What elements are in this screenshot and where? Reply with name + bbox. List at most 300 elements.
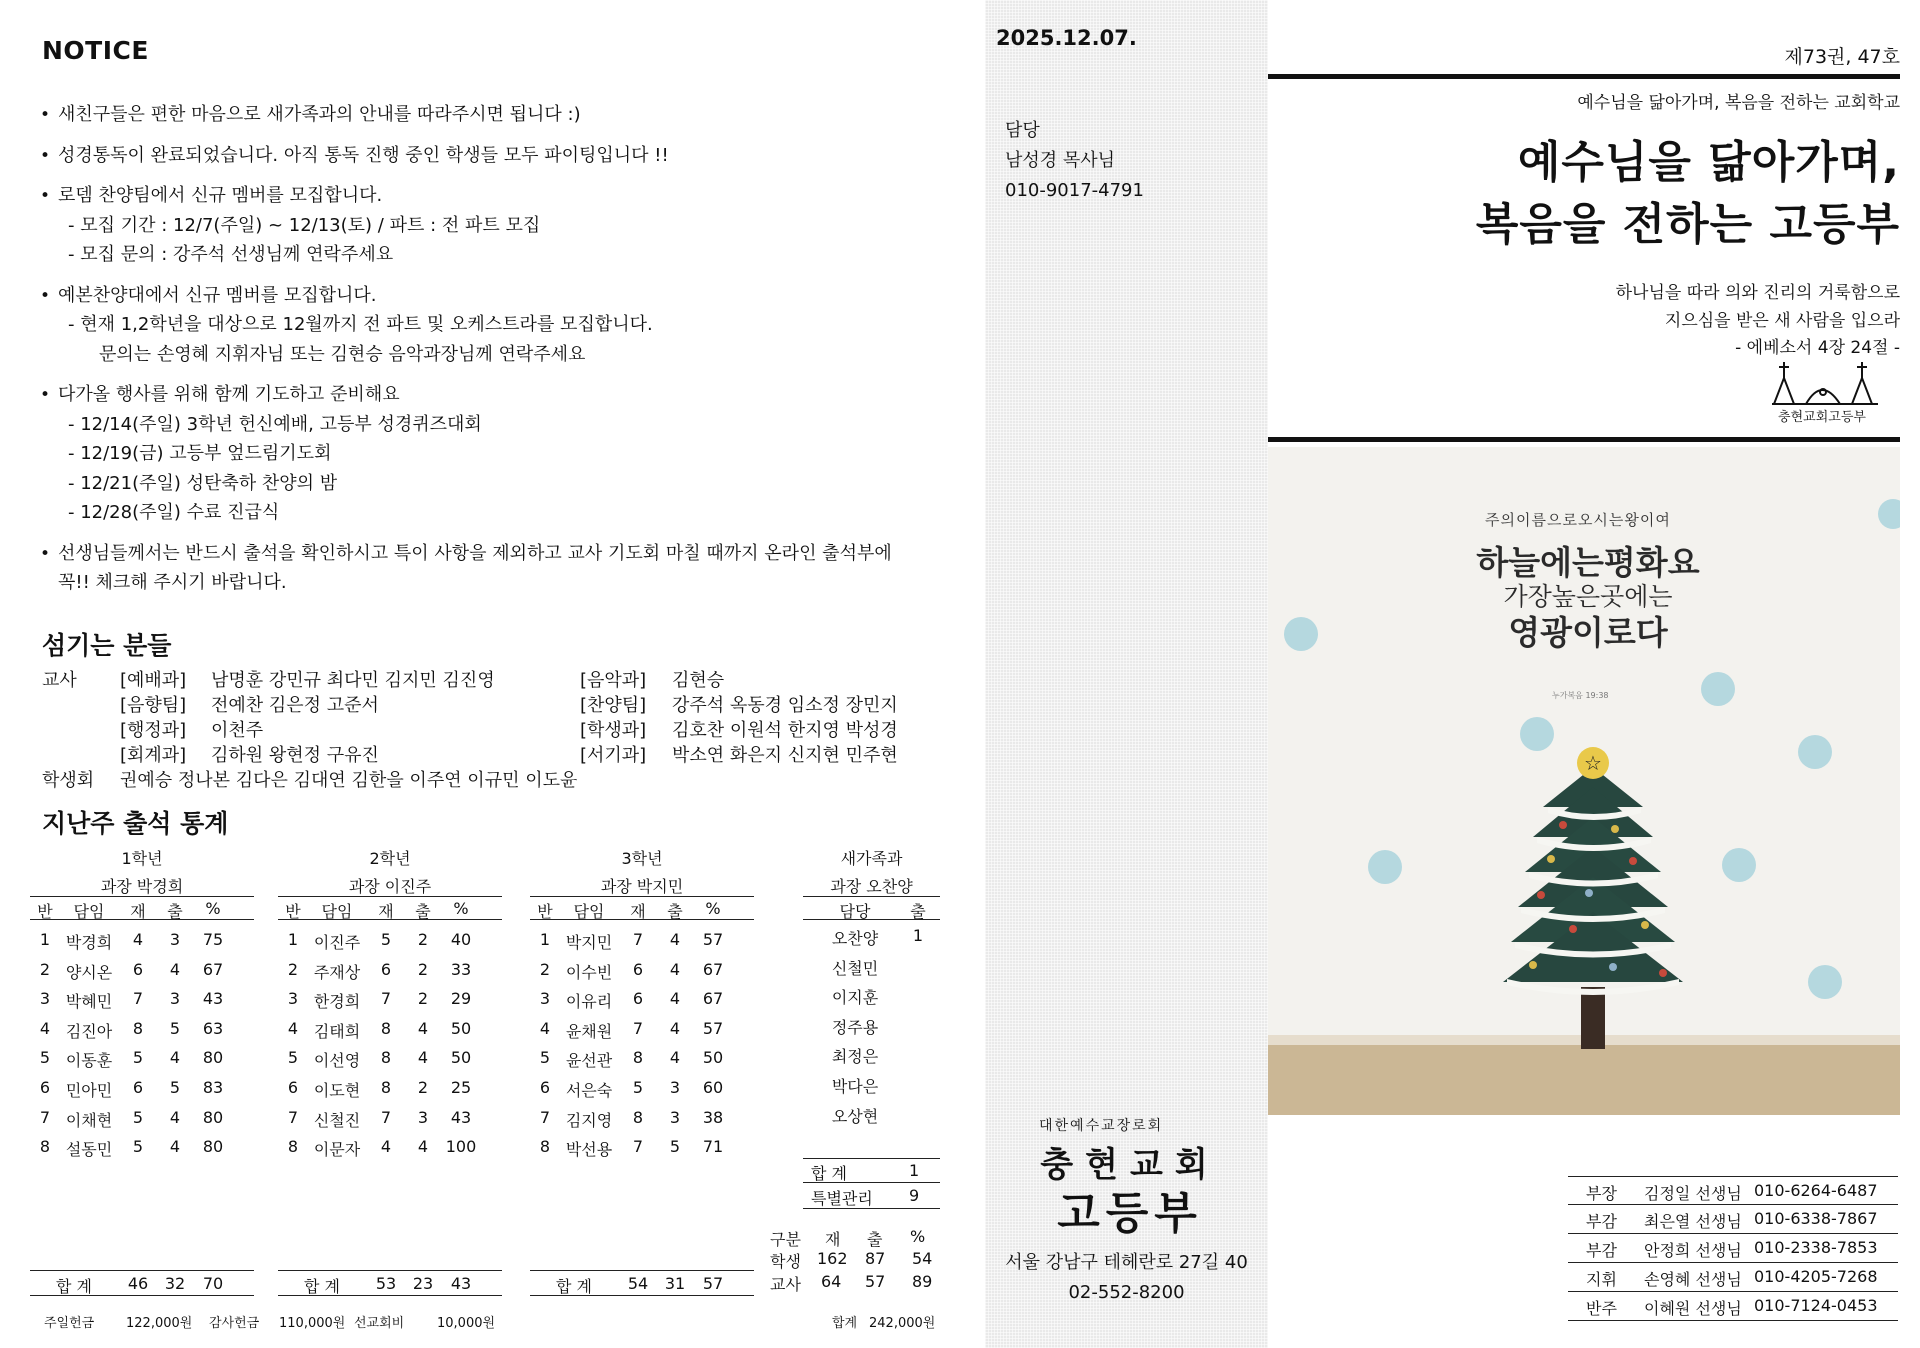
table-cell: 이채현: [65, 1110, 113, 1130]
table-cell: 양시온: [65, 962, 113, 982]
servers-names: 권예승 정나본 김다은 김대연 김한을 이주연 이규민 이도윤: [120, 770, 578, 791]
table-cell: 8: [132, 1018, 144, 1038]
table-cell: 민아민: [65, 1081, 113, 1100]
notice-item: [40, 100, 950, 130]
divider: [1268, 437, 1900, 442]
notice-subitem: - 12/14(주일) 3학년 헌신예배, 고등부 성경퀴즈대회: [68, 413, 482, 435]
cover-image-line: 하늘에는평화요: [1476, 543, 1700, 582]
grade-total-value: 31: [664, 1274, 686, 1293]
table-cell: 50: [450, 1018, 472, 1038]
table-cell: 3: [669, 1078, 681, 1097]
column-header: 담임: [573, 902, 605, 921]
servers-names: 김호찬 이원석 한지영 박성경: [672, 720, 898, 741]
contact-phone: 010-9017-4791: [1005, 180, 1144, 201]
table-cell: 3: [539, 989, 551, 1009]
table-row: [530, 1133, 754, 1163]
table-cell: 윤채원: [565, 1021, 613, 1041]
offering-total-label: 합계: [832, 1316, 858, 1331]
table-cell: 8: [380, 1078, 392, 1097]
notice-item-text: • 다가올 행사를 위해 함께 기도하고 준비해요: [58, 384, 400, 405]
offering-mission-label: 선교회비: [354, 1316, 405, 1331]
table-cell: 박선용: [565, 1140, 613, 1160]
table-cell: 5: [632, 1078, 644, 1097]
cover-title: [1476, 132, 1900, 256]
table-cell: 4: [169, 1137, 181, 1157]
grade-leader: 과장 박지민: [600, 877, 684, 896]
table-cell: 8: [632, 1107, 644, 1127]
church-logo: [1025, 1115, 1235, 1239]
church-address-block: [985, 1248, 1268, 1308]
table-cell: 2: [287, 959, 299, 979]
staff-role: 부감: [1586, 1212, 1617, 1231]
column-header: 담당: [839, 902, 871, 921]
table-cell: 5: [169, 1018, 181, 1038]
grade-total-value: 70: [202, 1274, 224, 1293]
grade-name: 2학년: [369, 849, 411, 868]
table-cell: 7: [39, 1107, 51, 1127]
summary-header: [763, 1226, 943, 1249]
table-cell: 이동훈: [65, 1051, 113, 1071]
servers-dept: [음향팀]: [120, 695, 187, 716]
grade-total-value: 57: [702, 1274, 724, 1293]
church-phone: 02-552-8200: [1068, 1282, 1185, 1303]
table-cell: 6: [632, 959, 644, 979]
grade-total-row: [30, 1270, 254, 1296]
divider: [1268, 74, 1900, 79]
table-row: [803, 1100, 940, 1130]
table-cell: 4: [417, 1048, 429, 1068]
offering-total: 242,000원: [869, 1316, 936, 1331]
column-header: 구분: [770, 1230, 801, 1249]
servers-dept: [예배과]: [120, 670, 187, 691]
table-cell: 4: [169, 1107, 181, 1127]
table-row: [30, 1015, 254, 1045]
staff-name: 김정일 선생님: [1644, 1184, 1742, 1203]
table-cell: 83: [202, 1078, 224, 1097]
table-cell: 3: [169, 989, 181, 1009]
table-cell: 김태희: [313, 1021, 361, 1041]
staff-phone: 010-6264-6487: [1754, 1181, 1878, 1200]
notice-item-text: • 성경통독이 완료되었습니다. 아직 통독 진행 중인 학생들 모두 파이팅입니다 !!: [58, 144, 669, 166]
table-cell: 김지영: [565, 1110, 613, 1130]
grade-header: [278, 896, 502, 920]
grade-total-value: 23: [412, 1274, 434, 1293]
new-family-total-row: [803, 1158, 940, 1183]
servers-dept: [행정과]: [120, 720, 187, 741]
cover-image-line: 가장높은곳에는: [1503, 582, 1673, 611]
table-row: [278, 1044, 502, 1074]
cover-page: [1268, 0, 1920, 1348]
column-header: 출: [667, 902, 683, 921]
servers-names: 이천주: [211, 720, 264, 741]
notice-subitem: - 모집 문의 : 강주석 선생님께 연락주세요: [68, 244, 394, 265]
verse-line: 하나님을 따라 의와 진리의 거룩함으로: [1615, 283, 1900, 303]
table-cell: 1: [39, 930, 51, 949]
table-cell: 67: [702, 959, 724, 979]
table-row: [30, 956, 254, 986]
table-row: [30, 1104, 254, 1134]
table-cell: 4: [539, 1018, 551, 1038]
table-cell: 8: [539, 1137, 551, 1157]
staff-name: 최은열 선생님: [1644, 1212, 1742, 1231]
summary-cell: 87: [865, 1249, 886, 1268]
table-cell: 4: [417, 1137, 429, 1157]
table-row: [30, 926, 254, 956]
table-cell: 3: [169, 930, 181, 949]
servers-title: 섬기는 분들: [42, 631, 172, 660]
servers-names: 남명훈 강민규 최다민 김지민 김진영: [211, 670, 495, 691]
column-header: 반: [37, 902, 53, 921]
table-cell: 5: [132, 1107, 144, 1127]
table-cell: 이선영: [313, 1051, 361, 1071]
column-header: 출: [167, 902, 183, 921]
table-cell: 5: [539, 1048, 551, 1068]
table-cell: 8: [287, 1137, 299, 1157]
notice-subitem: - 모집 기간 : 12/7(주일) ~ 12/13(토) / 파트 : 전 파트 모집: [68, 214, 541, 236]
notice-list: [40, 100, 950, 609]
table-cell: 4: [169, 1048, 181, 1068]
table-cell: 김진아: [65, 1021, 113, 1041]
notice-item-text: • 선생님들께서는 반드시 출석을 확인하시고 특이 사항을 제외하고 교사 기도회 마칠 때까지 온라인 출석부에: [58, 542, 892, 564]
grade-total-value: 32: [164, 1274, 186, 1293]
table-row: [530, 956, 754, 986]
table-cell: 이문자: [313, 1140, 361, 1160]
table-cell: 박혜민: [65, 992, 113, 1012]
table-row: [30, 1074, 254, 1104]
staff-phone: 010-6338-7867: [1754, 1209, 1878, 1228]
table-cell: 4: [669, 1018, 681, 1038]
table-row: [530, 926, 754, 956]
grade-name: 3학년: [621, 849, 663, 868]
grade-total-value: 43: [450, 1274, 472, 1293]
table-row: [803, 1070, 940, 1100]
summary-row: [763, 1248, 943, 1271]
church-buildings-icon: [1762, 358, 1882, 406]
table-cell: 43: [202, 989, 224, 1009]
table-row: [278, 1015, 502, 1045]
snowflake: [1284, 617, 1318, 651]
staff-role: 반주: [1586, 1299, 1617, 1318]
motto-small: 예수님을 닮아가며, 복음을 전하는 교회학교: [1577, 93, 1900, 113]
notice-item-text: • 새친구들은 편한 마음으로 새가족과의 안내를 따라주시면 됩니다 :): [58, 104, 581, 125]
servers-group-label: 학생회: [42, 770, 95, 791]
contact-name: 남성경 목사님: [1005, 150, 1116, 171]
logo-church-name: 충현교회: [1040, 1145, 1220, 1185]
table-cell: 6: [632, 989, 644, 1009]
church-address: 서울 강남구 테헤란로 27길 40: [1005, 1252, 1248, 1273]
table-cell: 4: [287, 1018, 299, 1038]
offering-mission: 10,000원: [437, 1316, 496, 1331]
offering-thanks: 110,000원: [279, 1316, 346, 1331]
table-cell: 7: [632, 930, 644, 949]
svg-text:☆: ☆: [1584, 751, 1602, 775]
table-cell: 4: [669, 989, 681, 1009]
staff-row: [1568, 1205, 1898, 1234]
snowflake: [1701, 672, 1735, 706]
table-cell: 67: [202, 959, 224, 979]
offering-sunday-label: 주일헌금: [44, 1316, 95, 1331]
grade-leader: 과장 이진주: [348, 877, 432, 896]
table-cell: 6: [132, 959, 144, 979]
table-cell: 5: [287, 1048, 299, 1068]
grade-total-value: 54: [627, 1274, 649, 1293]
table-row: [530, 1104, 754, 1134]
column-header: 재: [630, 902, 646, 921]
column-header: %: [910, 1227, 926, 1246]
column-header: 출: [910, 902, 926, 921]
contact-role: 담당: [1005, 120, 1040, 141]
table-cell: 7: [632, 1137, 644, 1157]
table-cell: 신철진: [313, 1110, 361, 1130]
new-family-special-row: [803, 1184, 940, 1209]
logo-denomination: 대한예수교장로회: [1039, 1118, 1164, 1134]
table-cell: 1: [912, 926, 924, 945]
notice-item: [40, 281, 950, 370]
verse-line: 지으심을 받은 새 사람을 입으라: [1664, 310, 1900, 331]
table-cell: 57: [702, 930, 724, 949]
notice-item-text: • 로뎀 찬양팀에서 신규 멤버를 모집합니다.: [58, 185, 383, 206]
table-cell: 38: [702, 1107, 724, 1127]
summary-cell: 64: [821, 1272, 842, 1291]
new-family-special-label: 특별관리: [811, 1189, 873, 1208]
summary-cell: 54: [912, 1249, 933, 1268]
table-cell: 주재상: [313, 962, 361, 982]
new-family-name: 새가족과: [840, 849, 903, 868]
grade-header: [530, 896, 754, 920]
servers-dept: [서기과]: [580, 745, 647, 766]
table-cell: 이도현: [313, 1081, 361, 1100]
table-cell: 서은숙: [565, 1081, 613, 1100]
table-cell: 60: [702, 1078, 724, 1097]
verse-reference: - 에베소서 4장 24절 -: [1735, 338, 1900, 358]
table-row: [803, 922, 940, 952]
table-cell: 50: [450, 1048, 472, 1068]
table-cell: 3: [669, 1107, 681, 1127]
staff-phone: 010-7124-0453: [1754, 1296, 1878, 1315]
table-row: [278, 926, 502, 956]
table-cell: 33: [450, 959, 472, 979]
table-cell: 4: [669, 959, 681, 979]
church-mark-label: 충현교회고등부: [1778, 410, 1866, 425]
grade-total-row: [278, 1270, 502, 1296]
table-cell: 6: [539, 1078, 551, 1097]
snowflake: [1368, 850, 1402, 884]
table-cell: 정주용: [831, 1017, 879, 1037]
staff-role: 부장: [1586, 1184, 1617, 1203]
church-mark: [1762, 358, 1882, 428]
column-header: %: [205, 899, 221, 918]
snowflake: [1808, 965, 1842, 999]
table-cell: 7: [132, 989, 144, 1009]
cover-title-line: 복음을 전하는 고등부: [1475, 199, 1900, 250]
servers-names: 박소연 화은지 신지현 민주현: [672, 745, 898, 766]
table-cell: 박지민: [565, 933, 613, 952]
cover-image-line: 영광이로다: [1508, 613, 1668, 652]
table-cell: 6: [132, 1078, 144, 1097]
table-cell: 5: [380, 930, 392, 949]
notice-subitem: - 12/21(주일) 성탄축하 찬양의 밤: [68, 472, 338, 494]
table-cell: 7: [287, 1107, 299, 1127]
offering-thanks-label: 감사헌금: [209, 1316, 260, 1331]
new-family-leader: 과장 오찬양: [830, 877, 913, 896]
cover-image-reference: 누가복음 19:38: [1552, 691, 1609, 700]
cover-image: [1268, 447, 1900, 1115]
grade-total-value: 53: [375, 1274, 397, 1293]
notice-item: [40, 539, 950, 598]
grade-total-label: 합 계: [304, 1277, 340, 1296]
table-cell: 오상현: [831, 1106, 879, 1126]
column-header: %: [453, 899, 469, 918]
table-cell: 최정은: [831, 1047, 879, 1067]
table-cell: 윤선관: [565, 1051, 613, 1071]
servers-names: 전예찬 김은정 고준서: [211, 695, 379, 716]
table-cell: 6: [380, 959, 392, 979]
table-row: [803, 981, 940, 1011]
table-cell: 이유리: [565, 992, 613, 1012]
table-cell: 8: [380, 1048, 392, 1068]
snowflake: [1878, 499, 1900, 529]
notice-item-text: • 예본찬양대에서 신규 멤버를 모집합니다.: [58, 284, 377, 306]
table-cell: 57: [702, 1018, 724, 1038]
table-row: [30, 985, 254, 1015]
staff-role: 지휘: [1586, 1270, 1617, 1289]
notice-item: [40, 380, 950, 528]
summary-cell: 57: [865, 1272, 886, 1291]
table-cell: 이지훈: [831, 988, 879, 1008]
table-cell: 5: [132, 1048, 144, 1068]
staff-name: 손영혜 선생님: [1644, 1270, 1742, 1289]
table-cell: 25: [450, 1078, 472, 1097]
table-cell: 8: [632, 1048, 644, 1068]
bulletin-date: 2025.12.07.: [996, 26, 1137, 50]
table-cell: 5: [169, 1078, 181, 1097]
table-cell: 80: [202, 1048, 224, 1068]
table-row: [803, 952, 940, 982]
summary-cell: 162: [817, 1249, 848, 1268]
table-cell: 4: [132, 930, 144, 949]
table-cell: 63: [202, 1018, 224, 1038]
staff-row: [1568, 1176, 1898, 1205]
table-cell: 2: [539, 959, 551, 979]
staff-role: 부감: [1586, 1241, 1617, 1260]
servers-dept: [학생과]: [580, 720, 647, 741]
attendance-title: 지난주 출석 통계: [42, 809, 229, 838]
servers-dept: [찬양팀]: [580, 695, 647, 716]
table-row: [278, 1104, 502, 1134]
cover-image-caption: 주의이름으로오시는왕이여: [1485, 511, 1671, 529]
table-cell: 2: [417, 930, 429, 949]
contact-block: [1005, 116, 1144, 206]
table-cell: 7: [380, 1107, 392, 1127]
table-cell: 43: [450, 1107, 472, 1127]
snowflake: [1798, 735, 1832, 769]
table-cell: 4: [669, 930, 681, 949]
notice-title: NOTICE: [42, 36, 149, 65]
table-row: [530, 1015, 754, 1045]
table-cell: 80: [202, 1107, 224, 1127]
table-cell: 이수빈: [565, 962, 613, 982]
table-cell: 오찬양: [831, 929, 879, 948]
table-row: [803, 1040, 940, 1070]
notice-item: [40, 141, 950, 171]
summary-cell: 89: [912, 1272, 933, 1291]
table-cell: 5: [669, 1137, 681, 1157]
column-header: 재: [378, 902, 394, 921]
notice-subitem: - 12/19(금) 고등부 엎드림기도회: [68, 443, 332, 464]
table-cell: 1: [287, 930, 299, 949]
table-cell: 5: [39, 1048, 51, 1068]
table-cell: 신철민: [831, 958, 879, 978]
notice-subitem: 문의는 손영혜 지휘자님 또는 김현승 음악과장님께 연락주세요: [99, 343, 586, 365]
column-header: 출: [415, 902, 431, 921]
column-header: 반: [537, 902, 553, 921]
summary-cell: 학생: [770, 1252, 801, 1271]
table-row: [803, 1011, 940, 1041]
table-cell: 6: [39, 1078, 51, 1097]
notice-subitem: - 현재 1,2학년을 대상으로 12월까지 전 파트 및 오케스트라를 모집합니다.: [68, 314, 653, 335]
column-header: 재: [130, 902, 146, 921]
staff-name: 이혜원 선생님: [1644, 1299, 1742, 1318]
table-cell: 2: [417, 1078, 429, 1097]
table-cell: 3: [417, 1107, 429, 1127]
table-cell: 50: [702, 1048, 724, 1068]
table-cell: 3: [287, 989, 299, 1009]
table-cell: 2: [417, 959, 429, 979]
table-row: [278, 985, 502, 1015]
grade-leader: 과장 박경희: [100, 877, 184, 896]
table-cell: 1: [539, 930, 551, 949]
grade-total-label: 합 계: [556, 1277, 592, 1296]
new-family-special-value: 9: [909, 1186, 920, 1205]
table-cell: 8: [39, 1137, 51, 1157]
servers-dept: [음악과]: [580, 670, 647, 691]
grade-total-label: 합 계: [56, 1277, 92, 1296]
table-cell: 75: [202, 930, 224, 949]
staff-phone: 010-4205-7268: [1754, 1267, 1878, 1286]
cover-title-line: 예수님을 닮아가며,: [1517, 137, 1900, 188]
grade-total-row: [530, 1270, 754, 1296]
table-cell: 7: [632, 1018, 644, 1038]
volume-number: 제73권, 47호: [1784, 46, 1900, 68]
notice-subitem: 꼭!! 체크해 주시기 바랍니다.: [58, 572, 287, 593]
table-cell: 박경희: [65, 933, 113, 952]
table-row: [530, 985, 754, 1015]
table-cell: 이진주: [313, 933, 361, 952]
column-header: 출: [867, 1230, 883, 1249]
offering-sunday: 122,000원: [126, 1316, 193, 1331]
staff-row: [1568, 1234, 1898, 1263]
table-row: [278, 1133, 502, 1163]
table-cell: 6: [287, 1078, 299, 1097]
table-cell: 한경희: [313, 992, 361, 1012]
table-cell: 80: [202, 1137, 224, 1157]
column-header: 재: [825, 1230, 841, 1249]
column-header: 담임: [321, 902, 353, 921]
table-row: [30, 1133, 254, 1163]
table-cell: 박다은: [831, 1077, 879, 1096]
summary-cell: 교사: [770, 1275, 801, 1294]
grade-name: 1학년: [121, 849, 163, 868]
table-cell: 2: [39, 959, 51, 979]
table-cell: 4: [669, 1048, 681, 1068]
table-cell: 29: [450, 989, 472, 1009]
table-row: [30, 1044, 254, 1074]
table-cell: 4: [39, 1018, 51, 1038]
column-header: 반: [285, 902, 301, 921]
middle-strip: [985, 0, 1268, 1348]
table-cell: 7: [539, 1107, 551, 1127]
staff-row: [1568, 1292, 1898, 1321]
